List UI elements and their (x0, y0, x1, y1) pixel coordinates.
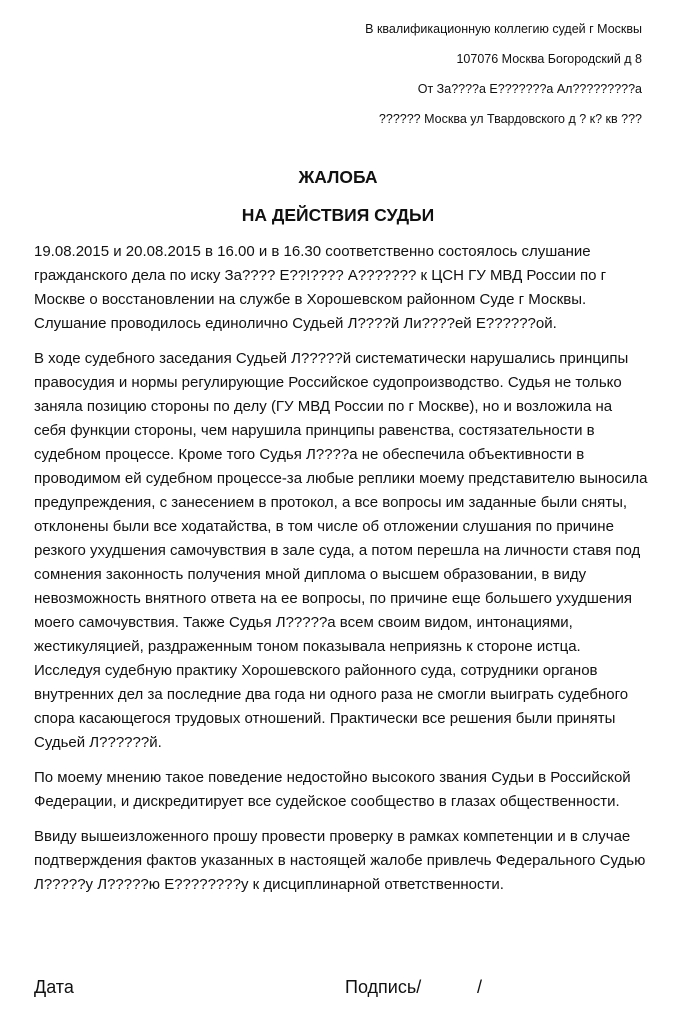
addressee-line: В квалификационную коллегию судей г Москвы (365, 22, 642, 36)
date-label: Дата (34, 977, 74, 997)
sender-address-line: ?????? Москва ул Твардовского д ? к? кв ??? (378, 112, 642, 126)
paragraph-request: Ввиду вышеизложенного прошу провести проверку в рамках компетенции и в случае подтверждения фактов указанных в настоящей жалобе привлечь Федерального Судью Л?????у Л?????ю Е????????у к дисциплинарной ответственности. (34, 828, 646, 893)
signature-slash: / (477, 977, 483, 997)
address-line: 107076 Москва Богородский д 8 (456, 52, 642, 66)
sender-line: От За????а Е???????а Ал?????????а (417, 82, 642, 96)
document-subtitle: НА ДЕЙСТВИЯ СУДЬИ (241, 205, 435, 225)
complaint-body (34, 240, 648, 897)
document-title: ЖАЛОБА (298, 167, 378, 187)
paragraph-opinion: По моему мнению такое поведение недостойно высокого звания Судьи в Российской Федерации, и дискредитирует все судейское сообщество в глазах общественности. (34, 769, 631, 810)
addressee-block (365, 14, 642, 134)
signature-label: Подпись/ (345, 977, 422, 997)
paragraph-hearing-info: 19.08.2015 и 20.08.2015 в 16.00 и в 16.30 соответственно состоялось слушание гражданского дела по иску За???? Е??!???? А??????? к ЦСН ГУ МВД России по г Москве о восстановлении на службе в Хорошевском районном Суде г Москвы. Слушание проводилось единолично Судьей Л????й Ли????ей Е??????ой. (34, 243, 607, 332)
paragraph-violations: В ходе судебного заседания Судьей Л?????й систематически нарушались принципы правосудия и нормы регулирующие Российское судопроизводство. Судья не только заняла позицию стороны по делу (ГУ МВД России по г Москве), но и возложила на себя функции стороны, чем нарушила принципы равенства, состязательности в судебном процессе. Кроме того Судья Л????а не обеспечила объективности в проводимом ей судебном процессе-за любые реплики моему представителю выносила предупреждения, с занесением в протокол, а все вопросы им заданные были сняты, отклонены были все ходатайства, в том числе об отложении слушания по причине резкого ухудшения самочувствия в зале суда, а потом перешла на личности ставя под сомнения законность получения мной диплома о высшем образовании, в виду невозможность внятного ответа на ее вопросы, по причине еще большего ухудшения моего самочувствия. Также Судья Л?????а всем своим видом, интонациями, жестикуляцией, раздраженным тоном показывала неприязнь к стороне истца. Исследуя судебную практику Хорошевского районного суда, сотрудники органов внутренних дел за последние два года ни одного раза не смогли выиграть судебного спора касающегося трудовых отношений. Практически все решения были приняты Судьей Л??????й. (34, 350, 648, 751)
